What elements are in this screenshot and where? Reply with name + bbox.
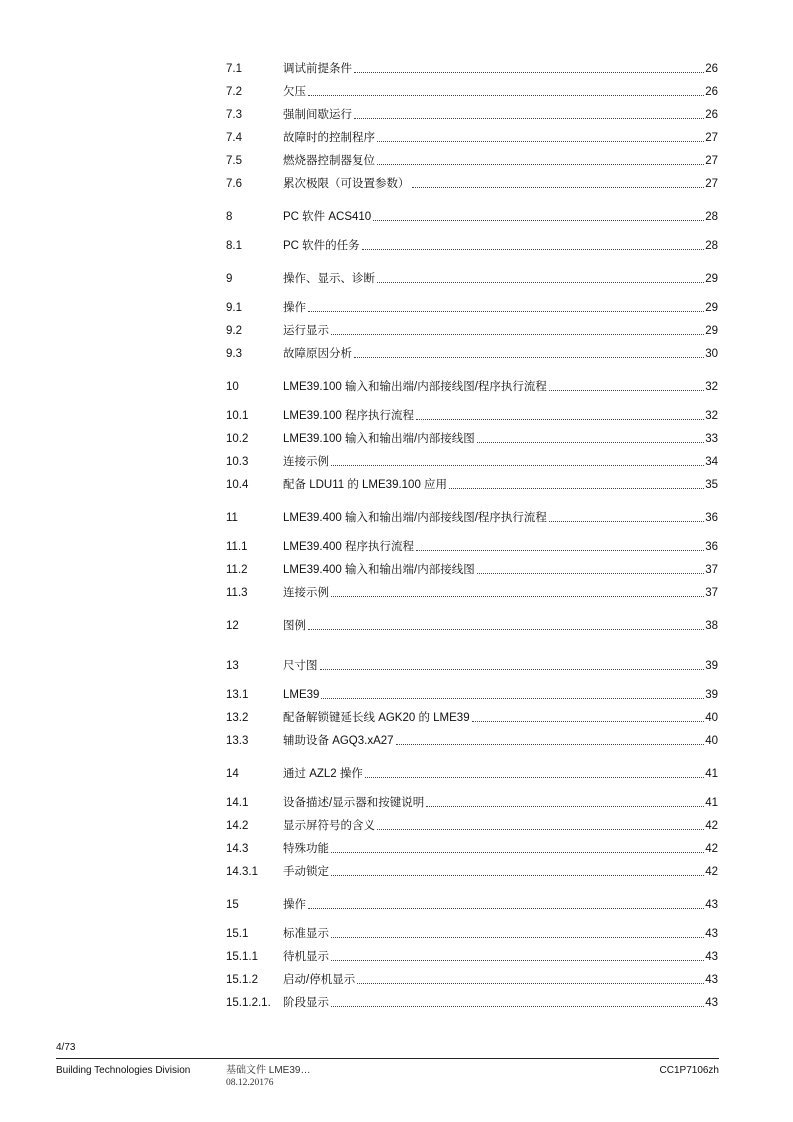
toc-entry-page: 40 <box>705 712 718 724</box>
toc-entry-number: 9 <box>226 273 233 285</box>
toc-dot-leader <box>365 777 704 778</box>
toc-entry[interactable] <box>226 707 718 725</box>
toc-entry-number: 8 <box>226 211 233 223</box>
toc-dot-leader <box>477 442 704 443</box>
toc-entry[interactable] <box>226 992 718 1010</box>
toc-entry-page: 27 <box>705 132 718 144</box>
toc-entry-page: 32 <box>705 410 718 422</box>
toc-entry-title: 待机显示 <box>283 951 329 963</box>
toc-entry-number: 11.3 <box>226 587 248 599</box>
toc-entry-title: 阶段显示 <box>283 997 329 1009</box>
toc-entry-title: LME39.400 输入和输出端/内部接线图/程序执行流程 <box>283 512 547 524</box>
toc-dot-leader <box>416 550 704 551</box>
toc-entry-title: 强制间歇运行 <box>283 109 352 121</box>
toc-entry[interactable] <box>226 235 718 253</box>
toc-entry[interactable] <box>226 58 718 76</box>
toc-entry-page: 35 <box>705 479 718 491</box>
toc-entry-title: 图例 <box>283 620 306 632</box>
toc-entry-page: 27 <box>705 178 718 190</box>
toc-entry-page: 38 <box>705 620 718 632</box>
toc-entry-page: 37 <box>705 587 718 599</box>
toc-entry[interactable] <box>226 923 718 941</box>
toc-entry[interactable] <box>226 838 718 856</box>
toc-entry-number: 12 <box>226 620 239 632</box>
toc-entry-title: 启动/停机显示 <box>283 974 356 986</box>
toc-entry-title: PC 软件 ACS410 <box>283 211 372 223</box>
toc-dot-leader <box>396 744 705 745</box>
toc-entry-title: 故障时的控制程序 <box>283 132 375 144</box>
toc-entry-title: 手动锁定 <box>283 866 329 878</box>
toc-entry[interactable] <box>226 861 718 879</box>
toc-dot-leader <box>354 118 704 119</box>
toc-dot-leader <box>549 521 704 522</box>
toc-entry-number: 14.1 <box>226 797 249 809</box>
toc-dot-leader <box>331 960 704 961</box>
toc-entry-title: 操作 <box>283 899 306 911</box>
toc-entry-title: 特殊功能 <box>283 843 329 855</box>
footer-doc-title: 基础文件 LME39… <box>226 1065 311 1076</box>
toc-dot-leader <box>472 721 705 722</box>
toc-entry[interactable] <box>226 428 718 446</box>
toc-entry-page: 29 <box>705 325 718 337</box>
toc-entry[interactable] <box>226 582 718 600</box>
toc-entry-number: 7.1 <box>226 63 242 75</box>
toc-entry-page: 29 <box>705 302 718 314</box>
toc-dot-leader <box>320 669 705 670</box>
toc-entry-page: 27 <box>705 155 718 167</box>
toc-dot-leader <box>449 488 704 489</box>
toc-dot-leader <box>426 806 704 807</box>
toc-entry-page: 40 <box>705 735 718 747</box>
toc-entry-number: 7.5 <box>226 155 242 167</box>
toc-entry-number: 9.1 <box>226 302 242 314</box>
toc-entry-page: 43 <box>705 974 718 986</box>
toc-entry-title: PC 软件的任务 <box>283 240 360 252</box>
toc-entry-number: 11.2 <box>226 564 248 576</box>
toc-entry-page: 42 <box>705 820 718 832</box>
toc-dot-leader <box>416 419 704 420</box>
toc-dot-leader <box>377 141 704 142</box>
toc-entry-page: 39 <box>705 660 718 672</box>
toc-entry-number: 9.2 <box>226 325 242 337</box>
toc-entry-page: 43 <box>705 899 718 911</box>
toc-entry-page: 26 <box>705 63 718 75</box>
toc-entry[interactable] <box>226 320 718 338</box>
toc-dot-leader <box>377 829 704 830</box>
toc-entry-number: 15.1.2 <box>226 974 258 986</box>
toc-entry-title: 操作 <box>283 302 306 314</box>
toc-dot-leader <box>354 357 704 358</box>
toc-entry-title: 辅助设备 AGQ3.xA27 <box>283 735 394 747</box>
toc-entry-number: 14 <box>226 768 239 780</box>
toc-entry[interactable] <box>226 507 718 525</box>
toc-entry-page: 26 <box>705 109 718 121</box>
toc-entry-page: 43 <box>705 928 718 940</box>
toc-dot-leader <box>377 164 704 165</box>
toc-entry-title: LME39.100 输入和输出端/内部接线图/程序执行流程 <box>283 381 547 393</box>
toc-dot-leader <box>308 908 704 909</box>
toc-entry-page: 42 <box>705 866 718 878</box>
toc-entry[interactable] <box>226 297 718 315</box>
toc-entry-page: 32 <box>705 381 718 393</box>
toc-dot-leader <box>331 852 704 853</box>
toc-dot-leader <box>331 465 704 466</box>
toc-entry-number: 11 <box>226 512 238 524</box>
toc-entry-title: 设备描述/显示器和按键说明 <box>283 797 425 809</box>
toc-entry-number: 13.3 <box>226 735 249 747</box>
footer-division: Building Technologies Division <box>56 1065 191 1076</box>
toc-dot-leader <box>549 390 704 391</box>
toc-dot-leader <box>412 187 705 188</box>
toc-entry-page: 29 <box>705 273 718 285</box>
footer-divider <box>56 1058 719 1059</box>
toc-entry-number: 15.1 <box>226 928 249 940</box>
toc-entry-page: 28 <box>705 240 718 252</box>
toc-entry-number: 13 <box>226 660 239 672</box>
footer-date: 08.12.20176 <box>226 1078 274 1088</box>
toc-entry-number: 10.2 <box>226 433 249 445</box>
toc-entry-number: 7.3 <box>226 109 242 121</box>
toc-entry[interactable] <box>226 684 718 702</box>
toc-entry[interactable] <box>226 730 718 748</box>
toc-entry-number: 10.3 <box>226 456 249 468</box>
toc-entry-number: 15.1.2.1. <box>226 997 271 1009</box>
toc-entry-page: 43 <box>705 951 718 963</box>
toc-entry-title: LME39.400 输入和输出端/内部接线图 <box>283 564 475 576</box>
toc-entry[interactable] <box>226 451 718 469</box>
toc-entry-number: 14.3.1 <box>226 866 258 878</box>
toc-entry-page: 30 <box>705 348 718 360</box>
toc-entry-page: 36 <box>705 512 718 524</box>
toc-entry-title: 操作、显示、诊断 <box>283 273 375 285</box>
toc-entry-number: 10.4 <box>226 479 249 491</box>
toc-entry[interactable] <box>226 376 718 394</box>
toc-dot-leader <box>357 983 704 984</box>
toc-entry[interactable] <box>226 894 718 912</box>
toc-entry-title: 连接示例 <box>283 456 329 468</box>
toc-entry-title: 调试前提条件 <box>283 63 352 75</box>
toc-entry[interactable] <box>226 763 718 781</box>
toc-entry-page: 28 <box>705 211 718 223</box>
toc-entry-number: 7.2 <box>226 86 242 98</box>
toc-entry-number: 15 <box>226 899 239 911</box>
page-number: 4/73 <box>56 1042 76 1053</box>
toc-entry-title: 连接示例 <box>283 587 329 599</box>
toc-entry-number: 9.3 <box>226 348 242 360</box>
toc-entry[interactable] <box>226 343 718 361</box>
toc-entry-title: 标准显示 <box>283 928 329 940</box>
toc-entry[interactable] <box>226 81 718 99</box>
toc-dot-leader <box>331 1006 704 1007</box>
toc-entry-number: 10 <box>226 381 239 393</box>
toc-entry-page: 34 <box>705 456 718 468</box>
toc-dot-leader <box>331 334 704 335</box>
toc-dot-leader <box>331 596 704 597</box>
toc-entry-number: 11.1 <box>226 541 248 553</box>
toc-entry-page: 41 <box>705 797 718 809</box>
toc-entry-title: 通过 AZL2 操作 <box>283 768 363 780</box>
toc-entry-title: 故障原因分析 <box>283 348 352 360</box>
toc-entry[interactable] <box>226 127 718 145</box>
toc-entry[interactable] <box>226 206 718 224</box>
toc-entry-title: 显示屏符号的含义 <box>283 820 375 832</box>
toc-dot-leader <box>354 72 704 73</box>
toc-entry-title: LME39.100 输入和输出端/内部接线图 <box>283 433 475 445</box>
toc-dot-leader <box>321 698 704 699</box>
toc-dot-leader <box>377 282 704 283</box>
toc-entry[interactable] <box>226 536 718 554</box>
toc-entry-page: 33 <box>705 433 718 445</box>
footer-document-info <box>226 1065 310 1089</box>
toc-entry-number: 14.2 <box>226 820 249 832</box>
toc-entry-title: LME39 <box>283 689 320 701</box>
toc-dot-leader <box>331 875 704 876</box>
toc-entry-number: 7.6 <box>226 178 242 190</box>
toc-entry-page: 41 <box>705 768 718 780</box>
toc-entry-page: 26 <box>705 86 718 98</box>
toc-dot-leader <box>477 573 704 574</box>
toc-dot-leader <box>373 220 704 221</box>
toc-entry-title: 运行显示 <box>283 325 329 337</box>
toc-dot-leader <box>308 311 704 312</box>
toc-entry[interactable] <box>226 815 718 833</box>
toc-entry-title: 欠压 <box>283 86 306 98</box>
footer-doc-code: CC1P7106zh <box>659 1065 719 1076</box>
toc-dot-leader <box>308 95 704 96</box>
toc-entry-title: LME39.400 程序执行流程 <box>283 541 415 553</box>
toc-entry[interactable] <box>226 946 718 964</box>
toc-entry-page: 37 <box>705 564 718 576</box>
toc-dot-leader <box>362 249 705 250</box>
toc-entry-number: 15.1.1 <box>226 951 258 963</box>
toc-entry-page: 42 <box>705 843 718 855</box>
toc-entry-page: 36 <box>705 541 718 553</box>
toc-entry-page: 39 <box>705 689 718 701</box>
toc-entry-title: 燃烧器控制器复位 <box>283 155 375 167</box>
toc-entry[interactable] <box>226 615 718 633</box>
toc-entry[interactable] <box>226 150 718 168</box>
toc-entry[interactable] <box>226 173 718 191</box>
toc-entry[interactable] <box>226 268 718 286</box>
toc-entry-title: 配备 LDU11 的 LME39.100 应用 <box>283 479 448 491</box>
toc-entry[interactable] <box>226 792 718 810</box>
toc-entry-number: 13.1 <box>226 689 249 701</box>
toc-entry-number: 14.3 <box>226 843 249 855</box>
toc-entry-number: 10.1 <box>226 410 249 422</box>
toc-entry-title: 配备解锁键延长线 AGK20 的 LME39 <box>283 712 470 724</box>
toc-entry[interactable] <box>226 559 718 577</box>
toc-entry[interactable] <box>226 969 718 987</box>
toc-entry-number: 8.1 <box>226 240 242 252</box>
toc-entry[interactable] <box>226 104 718 122</box>
toc-entry-number: 13.2 <box>226 712 249 724</box>
toc-entry-title: 尺寸图 <box>283 660 318 672</box>
toc-entry-title: 累次极限（可设置参数） <box>283 178 410 190</box>
toc-entry-page: 43 <box>705 997 718 1009</box>
toc-entry-title: LME39.100 程序执行流程 <box>283 410 415 422</box>
toc-entry[interactable] <box>226 405 718 423</box>
toc-dot-leader <box>308 629 704 630</box>
toc-entry-number: 7.4 <box>226 132 242 144</box>
toc-entry[interactable] <box>226 474 718 492</box>
toc-entry[interactable] <box>226 655 718 673</box>
toc-dot-leader <box>331 937 704 938</box>
